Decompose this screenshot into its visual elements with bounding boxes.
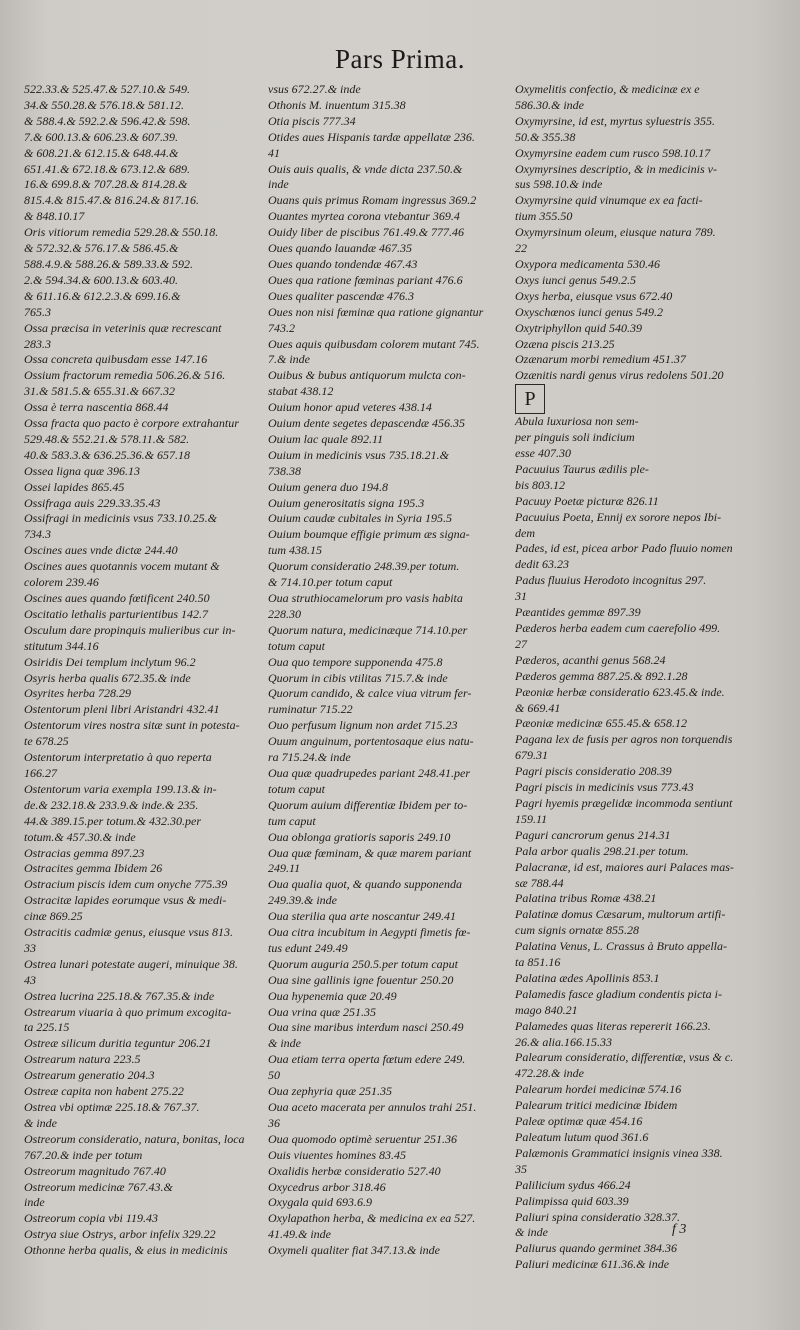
index-line: Pacuuius Poeta, Ennij ex sorore nepos Ibi-	[515, 509, 722, 524]
index-line: Palacranæ, id est, maiores auri Palaces mas-	[515, 859, 734, 874]
index-line: ra 715.24.& inde	[268, 750, 351, 765]
index-line: Othonne herba qualis, & eius in medicinis	[24, 1243, 228, 1258]
index-line: 22	[515, 241, 527, 256]
index-line: Quorum in cibis vtilitas 715.7.& inde	[268, 670, 448, 685]
index-line: Ouium lac quale 892.11	[268, 431, 384, 446]
index-line: Otides aues Hispanis tardæ appellatæ 236.	[268, 129, 475, 144]
index-line: & 572.32.& 576.17.& 586.45.&	[24, 241, 179, 256]
index-line: Oua struthiocamelorum pro vasis habita	[268, 591, 463, 605]
index-line: 679.31	[515, 748, 548, 763]
index-line: Quorum candido, & calce viua vitrum fer-	[268, 686, 472, 701]
index-line: Quorum natura, medicinæque 714.10.per	[268, 622, 468, 637]
index-line: Pæderos, acanthi genus 568.24	[515, 652, 666, 667]
index-line: esse 407.30	[515, 446, 571, 461]
index-line: Oxymyrsines descriptio, & in medicinis v-	[515, 161, 717, 176]
index-line: tium 355.50	[515, 209, 573, 224]
index-line: Pæderos herba eadem cum caerefolio 499.	[515, 621, 721, 635]
index-line: Oues quando tondendæ 467.43	[268, 256, 418, 271]
index-line: Ouium generositatis signa 195.3	[268, 495, 425, 510]
index-line: Oxypora medicamenta 530.46	[515, 256, 660, 271]
index-line: 27	[515, 636, 527, 651]
index-line: Oxylapathon herba, & medicina ex ea 527.	[268, 1211, 476, 1226]
index-line: 472.28.& inde	[515, 1066, 584, 1081]
index-line: Oua citra incubitum in Aegypti fimetis fœ-	[268, 925, 471, 940]
index-line: Palatina Venus, L. Crassus à Bruto appella-	[515, 939, 728, 954]
index-line: 7.& 600.13.& 606.23.& 607.39.	[24, 129, 179, 144]
index-line: ta 851.16	[515, 955, 561, 970]
index-line: 31	[515, 589, 527, 604]
index-line: 588.4.9.& 588.26.& 589.33.& 592.	[24, 256, 194, 271]
index-line: Ossifraga auis 229.33.35.43	[24, 495, 161, 510]
index-line: 586.30.& inde	[515, 97, 584, 112]
index-line: Oxymeli qualiter fiat 347.13.& inde	[268, 1243, 440, 1258]
index-line: Ostreorum copia vbi 119.43	[24, 1211, 158, 1226]
index-line: 765.3	[24, 304, 51, 319]
index-line: Palearum tritici medicinæ Ibidem	[515, 1098, 678, 1113]
index-line: Ossifragi in medicinis vsus 733.10.25.&	[24, 511, 218, 526]
index-line: Ouibus & bubus antiquorum mulcta con-	[268, 368, 466, 383]
index-line: & inde	[24, 1115, 57, 1130]
index-line: Pades, id est, picea arbor Pado fluuio nomen	[515, 541, 733, 556]
index-line: Pacuuius Taurus ædilis ple-	[515, 461, 649, 476]
index-line: Oues non nisi fœminæ qua ratione gignantur	[268, 304, 484, 319]
index-line: Oua sine gallinis igne fouentur 250.20	[268, 972, 454, 987]
index-line: mago 840.21	[515, 1002, 578, 1017]
index-line: Ostreorum magnitudo 767.40	[24, 1163, 166, 1178]
index-line: 33	[24, 940, 36, 955]
index-column-1	[24, 82, 264, 1259]
index-line: dedit 63.23	[515, 557, 569, 572]
index-line: Ostentorum pleni libri Aristandri 432.41	[24, 702, 220, 717]
index-line: Ouo perfusum lignum non ardet 715.23	[268, 718, 458, 733]
index-line: Ossium fractorum remedia 506.26.& 516.	[24, 368, 226, 383]
index-line: Ostracias gemma 897.23	[24, 845, 145, 860]
index-line: Oscines aues vnde dictæ 244.40	[24, 543, 178, 558]
index-line: Oscines aues quando fœtificent 240.50	[24, 591, 210, 605]
index-line: & 714.10.per totum caput	[268, 575, 393, 590]
index-line: inde	[268, 177, 289, 192]
index-line: Pæantides gemmæ 897.39	[515, 605, 641, 620]
index-line: tum caput	[268, 813, 316, 828]
index-line: 26.& alia.166.15.33	[515, 1034, 613, 1049]
index-line: Oua quomodo optimè seruentur 251.36	[268, 1131, 457, 1146]
index-line: Pacuuy Poetæ picturæ 826.11	[515, 493, 659, 508]
index-line: Oxys iunci genus 549.2.5	[515, 272, 636, 287]
index-line: Ostrea vbi optimæ 225.18.& 767.37.	[24, 1100, 200, 1114]
index-line: Ozænitis nardi genus virus redolens 501.20	[515, 368, 724, 383]
index-line: inde	[24, 1195, 45, 1210]
index-line: 522.33.& 525.47.& 527.10.& 549.	[24, 82, 191, 96]
index-line: Osiridis Dei templum inclytum 96.2	[24, 654, 196, 669]
index-line: stitutum 344.16	[24, 638, 99, 653]
index-line: dem	[515, 525, 535, 540]
signature-mark: f 3	[672, 1222, 687, 1237]
index-line	[515, 384, 769, 414]
index-line: 159.11	[515, 811, 548, 826]
index-line: Ostracitis cadmiæ genus, eiusque vsus 813.	[24, 925, 233, 940]
index-line: Paguri cancrorum genus 214.31	[515, 827, 671, 842]
index-line: totum caput	[268, 781, 325, 796]
index-line: 767.20.& inde per totum	[24, 1147, 143, 1162]
index-line: Ossa præcisa in veterinis quæ recrescant	[24, 320, 222, 335]
index-line: Oua zephyria quæ 251.35	[268, 1084, 392, 1099]
index-line: totum.& 457.30.& inde	[24, 829, 136, 844]
index-line: Ozænarum morbi remedium 451.37	[515, 352, 686, 367]
index-line: Ostreorum consideratio, natura, bonitas, loca	[24, 1131, 245, 1146]
index-line: te 678.25	[24, 734, 69, 749]
index-line: Oua qualia quot, & quando supponenda	[268, 877, 462, 892]
index-line: de.& 232.18.& 233.9.& inde.& 235.	[24, 797, 199, 812]
index-line: Oxymyrsine, id est, myrtus syluestris 355.	[515, 113, 715, 128]
index-line: Pæoniæ herbæ consideratio 623.45.& inde.	[515, 684, 725, 699]
index-line: cinæ 869.25	[24, 909, 83, 924]
index-line: 31.& 581.5.& 655.31.& 667.32	[24, 384, 176, 399]
index-line: 815.4.& 815.47.& 816.24.& 817.16.	[24, 193, 200, 208]
index-line: 529.48.& 552.21.& 578.11.& 582.	[24, 431, 190, 446]
index-line: Oues qua ratione fœminas pariant 476.6	[268, 272, 463, 287]
index-line: 738.38	[268, 463, 301, 478]
index-line: Palearum consideratio, differentiæ, vsus & c.	[515, 1050, 734, 1065]
index-line: 50	[268, 1068, 280, 1083]
index-line: Paleæ optimæ quæ 454.16	[515, 1114, 643, 1129]
index-line: Ostreæ silicum duritia teguntur 206.21	[24, 1036, 212, 1051]
index-line: Ostentorum varia exempla 199.13.& in-	[24, 781, 217, 796]
index-line: Oua sterilia qua arte noscantur 249.41	[268, 909, 456, 924]
index-line: Pæoniæ medicinæ 655.45.& 658.12	[515, 716, 687, 731]
index-line: Ostrea lucrina 225.18.& 767.35.& inde	[24, 988, 215, 1003]
index-line: Oxymelitis confectio, & medicinæ ex e	[515, 82, 700, 96]
index-line: Pæderos gemma 887.25.& 892.1.28	[515, 668, 688, 683]
index-line: 35	[515, 1161, 527, 1176]
index-line: per pinguis soli indicium	[515, 430, 635, 445]
index-line: Oues qualiter pascendæ 476.3	[268, 288, 414, 303]
index-line: 41.49.& inde	[268, 1227, 331, 1242]
index-line: cum signis ornatæ 855.28	[515, 923, 640, 938]
index-line: Oxymyrsine eadem cum rusco 598.10.17	[515, 145, 711, 160]
index-line: Ostrya siue Ostrys, arbor infelix 329.22	[24, 1227, 216, 1242]
index-line: Oscines aues quotannis vocem mutant &	[24, 559, 220, 574]
index-line: 734.3	[24, 527, 51, 542]
index-line: 249.11	[268, 861, 301, 876]
index-line: Ostrearum generatio 204.3	[24, 1068, 155, 1083]
index-line: Otia piscis 777.34	[268, 113, 356, 128]
index-line: 36	[268, 1115, 280, 1130]
index-line: Oua quæ quadrupedes pariant 248.41.per	[268, 765, 470, 780]
index-line: Oscitatio lethalis parturientibus 142.7	[24, 606, 209, 621]
index-line: Palatinæ domus Cæsarum, multorum artifi-	[515, 907, 726, 922]
index-line: sæ 788.44	[515, 875, 564, 890]
index-line: Ossa è terra nascentia 868.44	[24, 400, 169, 415]
index-line: Ossea ligna quæ 396.13	[24, 463, 141, 478]
index-line: Oua quo tempore supponenda 475.8	[268, 654, 443, 669]
index-line: Quorum consideratio 248.39.per totum.	[268, 559, 460, 574]
index-line: 249.39.& inde	[268, 893, 337, 908]
index-line: Ostreorum medicinæ 767.43.&	[24, 1179, 173, 1194]
index-line: Oxytriphyllon quid 540.39	[515, 320, 642, 335]
index-line: Palamedes quas literas repererit 166.23.	[515, 1018, 711, 1033]
index-line: vsus 672.27.& inde	[268, 82, 361, 96]
index-line: 651.41.& 672.18.& 673.12.& 689.	[24, 161, 191, 176]
index-line: Ostreæ capita non habent 275.22	[24, 1084, 184, 1099]
index-line: Palatina ædes Apollinis 853.1	[515, 970, 660, 985]
index-line: Ouis viuentes homines 83.45	[268, 1147, 406, 1162]
index-line: Oua vrina quæ 251.35	[268, 1004, 376, 1019]
index-line: Palearum hordei medicinæ 574.16	[515, 1082, 682, 1097]
index-line: Oua aceto macerata per annulos trahi 251.	[268, 1100, 477, 1114]
index-line: & 669.41	[515, 700, 561, 715]
index-line: 743.2	[268, 320, 295, 335]
index-line: Oris vitiorum remedia 529.28.& 550.18.	[24, 225, 219, 240]
index-line: Oua oblonga gratioris saporis 249.10	[268, 829, 451, 844]
index-line: Othonis M. inuentum 315.38	[268, 97, 406, 112]
index-line: Paleatum lutum quod 361.6	[515, 1130, 649, 1144]
index-line: Oxalidis herbæ consideratio 527.40	[268, 1163, 441, 1178]
index-line: Palimpissa quid 603.39	[515, 1193, 629, 1208]
index-line: Oues quando lauandæ 467.35	[268, 241, 412, 256]
index-line: Ossei lapides 865.45	[24, 479, 125, 494]
index-line: ruminatur 715.22	[268, 702, 353, 717]
index-line: Ouium in medicinis vsus 735.18.21.&	[268, 447, 449, 462]
index-line: Ouans quis primus Romam ingressus 369.2	[268, 193, 477, 208]
index-line: Oxymyrsinum oleum, eiusque natura 789.	[515, 225, 716, 240]
index-line: 34.& 550.28.& 576.18.& 581.12.	[24, 97, 185, 112]
index-line: & 608.21.& 612.15.& 648.44.&	[24, 145, 179, 160]
index-line: Ostrea lunari potestate augeri, minuique 38.	[24, 956, 238, 971]
index-line: totum caput	[268, 638, 325, 653]
index-line: 43	[24, 972, 36, 987]
index-line: Palilicium sydus 466.24	[515, 1177, 631, 1192]
index-line: 44.& 389.15.per totum.& 432.30.per	[24, 813, 201, 828]
index-line: Palæmonis Grammatici insignis vinea 338.	[515, 1145, 723, 1160]
index-line: Ouum anguinum, portentosaque eius natu-	[268, 734, 474, 749]
index-line: ta 225.15	[24, 1020, 70, 1035]
index-line: Ostrearum viuaria à quo primum excogita-	[24, 1004, 232, 1019]
index-line: Ouium caudæ cubitales in Syria 195.5	[268, 511, 452, 526]
index-line: & inde	[268, 1036, 301, 1051]
index-line: 166.27	[24, 765, 57, 780]
index-line: Ostracitæ lapides eorumque vsus & medi-	[24, 893, 227, 908]
index-line: bis 803.12	[515, 477, 566, 492]
page-title: Pars Prima.	[335, 44, 465, 74]
index-line: Ouantes myrtea corona vtebantur 369.4	[268, 209, 460, 224]
decorated-initial: P	[515, 384, 545, 414]
index-line: & inde	[515, 1225, 548, 1240]
index-line: Ouis auis qualis, & vnde dicta 237.50.&	[268, 161, 463, 176]
index-line: Paliuri spina consideratio 328.37.	[515, 1209, 680, 1224]
index-line: Ouium genera duo 194.8	[268, 479, 388, 494]
index-line: 2.& 594.34.& 600.13.& 603.40.	[24, 272, 179, 287]
index-line: 7.& inde	[268, 352, 310, 367]
index-line: Ostentorum interpretatio à quo reperta	[24, 750, 212, 765]
index-line: Oua hypenemia quæ 20.49	[268, 988, 397, 1003]
index-line: Osculum dare propinquis mulieribus cur in-	[24, 622, 236, 637]
index-line: Quorum auium differentiæ Ibidem per to-	[268, 797, 468, 812]
index-line: tus edunt 249.49	[268, 940, 348, 955]
index-line: stabat 438.12	[268, 384, 334, 399]
index-line: Ouium dente segetes depascendæ 456.35	[268, 416, 465, 431]
index-column-2	[268, 82, 508, 1259]
index-line: Oues aquis quibusdam colorem mutant 745.	[268, 336, 480, 351]
index-line: Palamedis fasce gladium condentis picta i-	[515, 986, 722, 1001]
index-line: & 848.10.17	[24, 209, 85, 224]
index-line: & 588.4.& 592.2.& 596.42.& 598.	[24, 113, 191, 128]
index-line: Oua sine maribus interdum nasci 250.49	[268, 1020, 464, 1035]
index-column-3	[515, 82, 769, 1273]
index-line: Ostracites gemma Ibidem 26	[24, 861, 163, 876]
index-line: Ossa fracta quo pacto è corpore extrahantur	[24, 416, 239, 431]
index-line: colorem 239.46	[24, 575, 99, 590]
index-line: 283.3	[24, 336, 51, 351]
index-line: Ostrearum natura 223.5	[24, 1052, 141, 1067]
index-line: Oxymyrsine quid vinumque ex ea facti-	[515, 193, 703, 208]
index-line: Paliurus quando germinet 384.36	[515, 1241, 677, 1256]
index-line: Pagana lex de fusis per agros non torquendis	[515, 732, 733, 747]
index-line: Osyrites herba 728.29	[24, 686, 131, 701]
index-line: Paliuri medicinæ 611.36.& inde	[515, 1257, 670, 1272]
index-line: Oxys herba, eiusque vsus 672.40	[515, 288, 673, 303]
index-line: Pagri hyemis prægelidæ incommoda sentiunt	[515, 795, 733, 810]
index-line: Oxygala quid 693.6.9	[268, 1195, 372, 1210]
index-line: tum 438.15	[268, 543, 322, 558]
index-line: Pagri piscis consideratio 208.39	[515, 764, 672, 779]
index-line: Osyris herba qualis 672.35.& inde	[24, 670, 191, 685]
index-line: Ostracium piscis idem cum onyche 775.39	[24, 877, 228, 892]
index-line: Pagri piscis in medicinis vsus 773.43	[515, 780, 694, 795]
index-line: 16.& 699.8.& 707.28.& 814.28.&	[24, 177, 188, 192]
index-line: 41	[268, 145, 280, 160]
index-line: Padus fluuius Herodoto incognitus 297.	[515, 573, 707, 588]
index-line: Oxycedrus arbor 318.46	[268, 1179, 386, 1194]
index-line: Ouium honor apud veteres 438.14	[268, 400, 432, 415]
index-line: Abula luxuriosa non sem-	[515, 414, 639, 429]
index-line: Palatina tribus Romæ 438.21	[515, 891, 657, 906]
index-line: Ozæna piscis 213.25	[515, 336, 615, 351]
index-line: Ouium boumque effigie primum æs signa-	[268, 527, 470, 542]
index-line: 40.& 583.3.& 636.25.36.& 657.18	[24, 447, 191, 462]
index-line: 228.30	[268, 606, 301, 621]
index-line: Pala arbor qualis 298.21.per totum.	[515, 843, 689, 858]
index-line: sus 598.10.& inde	[515, 177, 603, 192]
index-line: Ossa concreta quibusdam esse 147.16	[24, 352, 208, 367]
index-line: & 611.16.& 612.2.3.& 699.16.&	[24, 288, 181, 303]
index-line: Oxyschœnos iunci genus 549.2	[515, 304, 663, 319]
index-line: Oua quæ fœminam, & quæ marem pariant	[268, 845, 472, 860]
index-line: Ostentorum vires nostra sitæ sunt in potesta-	[24, 718, 240, 733]
index-line: 50.& 355.38	[515, 129, 576, 144]
index-line: Quorum auguria 250.5.per totum caput	[268, 956, 458, 971]
index-line: Ouidy liber de piscibus 761.49.& 777.46	[268, 225, 464, 240]
index-line: Oua etiam terra operta fœtum edere 249.	[268, 1052, 466, 1067]
